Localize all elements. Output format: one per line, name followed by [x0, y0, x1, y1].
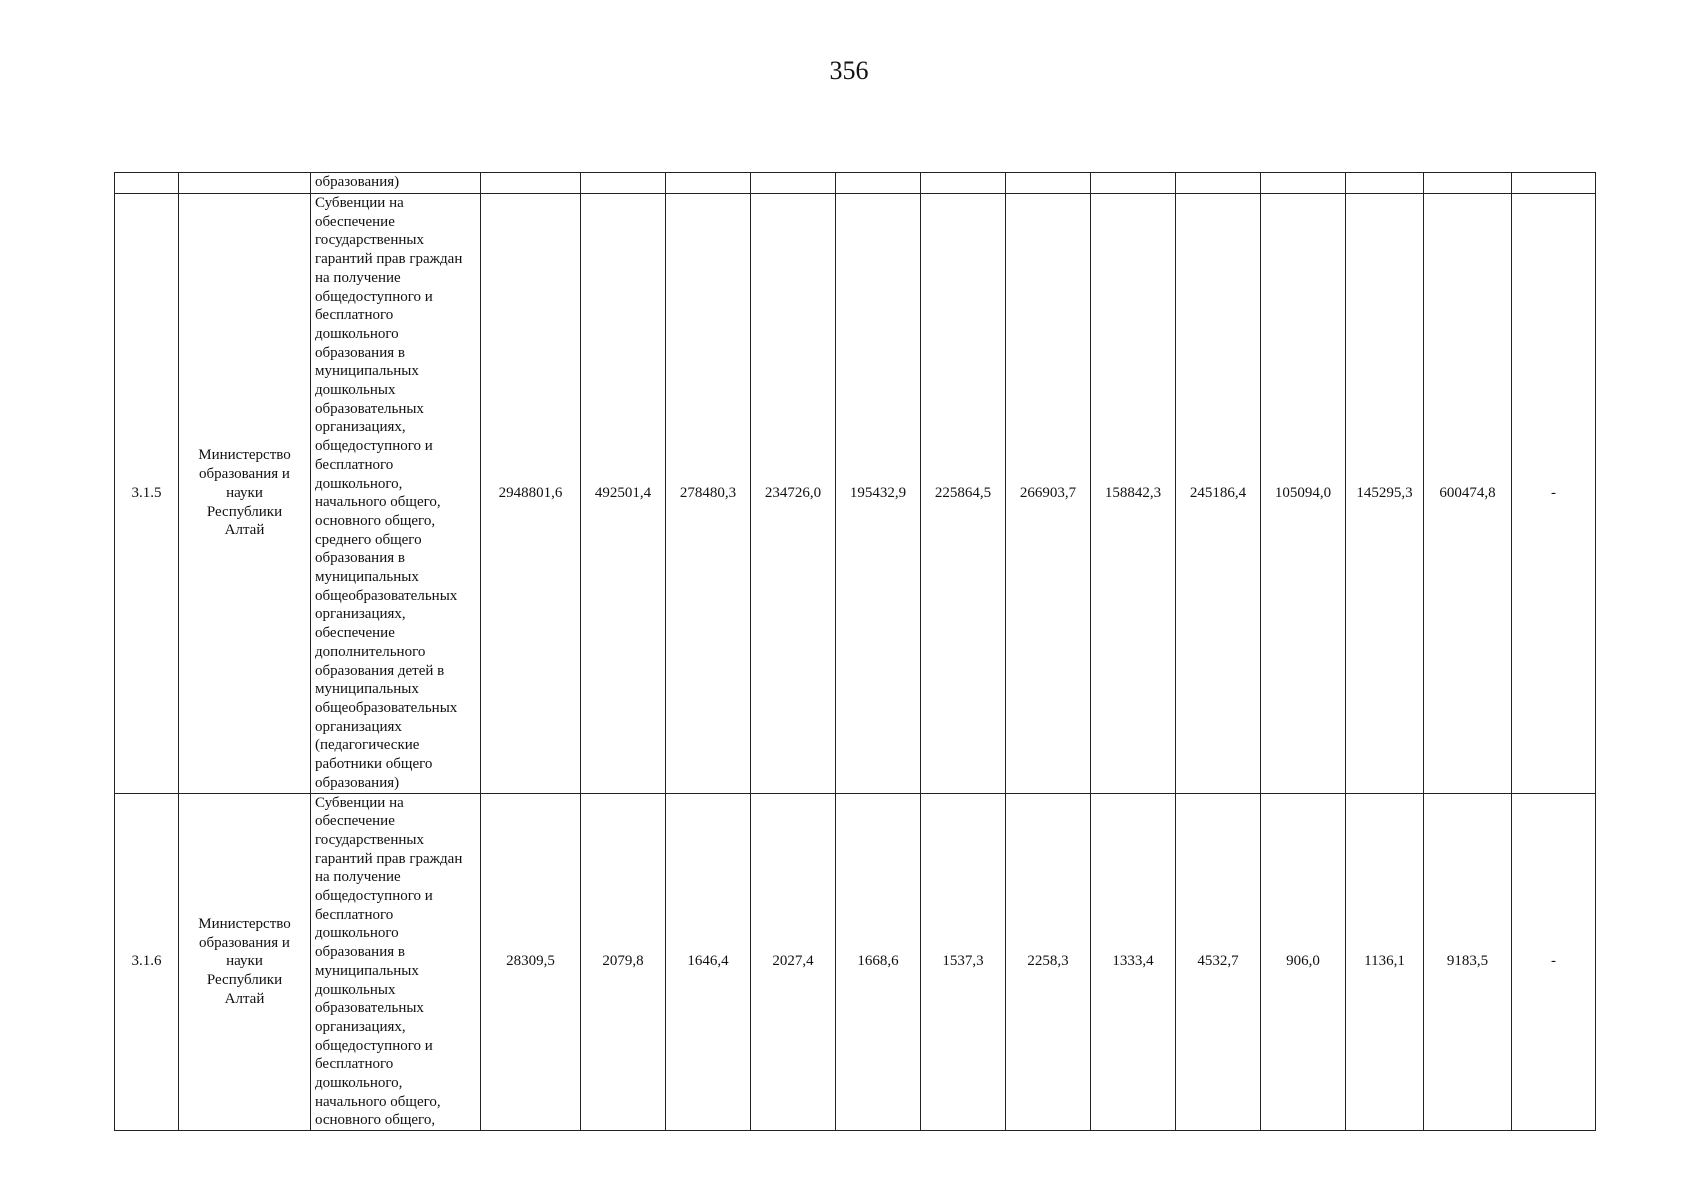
agency-line: Республики — [206, 972, 283, 989]
description-line: Субвенции на — [315, 794, 404, 811]
description-line: образовательных — [315, 400, 424, 417]
description-line: муниципальных — [315, 681, 419, 698]
description-line: дошкольных — [315, 382, 396, 399]
continuation-row — [115, 173, 1596, 194]
description-line: организациях, — [315, 1018, 406, 1035]
cell-description: образования) — [311, 173, 481, 194]
cell-agency — [179, 173, 311, 194]
description-line: образования в — [315, 550, 405, 567]
description-line: дошкольного — [315, 325, 399, 342]
description-line: обеспечение — [315, 813, 395, 830]
cell-value: 1646,4 — [666, 793, 751, 1131]
cell-value: 9183,5 — [1424, 793, 1512, 1131]
description-line: организациях — [315, 718, 402, 735]
cell-id — [115, 173, 179, 194]
description-line: государственных — [315, 232, 424, 249]
cell-value: 225864,5 — [921, 194, 1006, 794]
cell-value: 2258,3 — [1006, 793, 1091, 1131]
description-line: начального общего, — [315, 1093, 441, 1110]
description-line: работники общего — [315, 756, 433, 773]
agency-line: Алтай — [224, 522, 265, 539]
description-line: муниципальных — [315, 962, 419, 979]
cell-value: 1537,3 — [921, 793, 1006, 1131]
table-row — [115, 793, 1596, 1131]
cell-agency — [179, 793, 311, 1131]
description-line: общедоступного и — [315, 1037, 433, 1054]
cell-value: - — [1512, 793, 1596, 1131]
agency-line: Республики — [206, 503, 283, 520]
description-line: дошкольного — [315, 925, 399, 942]
description-line: организациях, — [315, 606, 406, 623]
agency-line: Министерство — [198, 916, 291, 933]
cell-value — [1512, 173, 1596, 194]
agency-line: Алтай — [224, 990, 265, 1007]
description-line: среднего общего — [315, 531, 422, 548]
agency-line: образования и — [199, 934, 290, 951]
description-line: образования в — [315, 344, 405, 361]
cell-value — [751, 173, 836, 194]
description-line: государственных — [315, 831, 424, 848]
agency-line: науки — [226, 484, 263, 501]
description-line: основного общего, — [315, 1112, 436, 1129]
cell-value: 2079,8 — [581, 793, 666, 1131]
cell-description — [311, 793, 481, 1131]
cell-value: 145295,3 — [1346, 194, 1424, 794]
cell-value — [921, 173, 1006, 194]
cell-value: 2027,4 — [751, 793, 836, 1131]
cell-id: 3.1.6 — [115, 793, 179, 1131]
cell-description — [311, 194, 481, 794]
description-line: гарантий прав граждан — [315, 850, 463, 867]
cell-value: 195432,9 — [836, 194, 921, 794]
description-line: бесплатного — [315, 456, 394, 473]
description-line: обеспечение — [315, 625, 395, 642]
budget-table — [114, 172, 1596, 1131]
description-line: основного общего, — [315, 512, 436, 529]
cell-value — [1424, 173, 1512, 194]
description-line: дополнительного — [315, 643, 426, 660]
cell-value: 234726,0 — [751, 194, 836, 794]
cell-value — [481, 173, 581, 194]
cell-value: 105094,0 — [1261, 194, 1346, 794]
cell-value: 1136,1 — [1346, 793, 1424, 1131]
cell-value — [1346, 173, 1424, 194]
description-line: Субвенции на — [315, 195, 404, 211]
description-line: дошкольных — [315, 981, 396, 998]
description-line: муниципальных — [315, 569, 419, 586]
description-line: общедоступного и — [315, 438, 433, 455]
cell-value — [1006, 173, 1091, 194]
description-line: бесплатного — [315, 906, 394, 923]
description-line: дошкольного, — [315, 475, 403, 492]
description-line: бесплатного — [315, 307, 394, 324]
description-line: начального общего, — [315, 494, 441, 511]
description-line: образования детей в — [315, 662, 445, 679]
description-line: общедоступного и — [315, 888, 433, 905]
cell-value — [1091, 173, 1176, 194]
cell-value: 492501,4 — [581, 194, 666, 794]
description-line: на получение — [315, 869, 401, 886]
description-line: образования в — [315, 944, 405, 961]
description-line: общеобразовательных — [315, 699, 458, 716]
cell-value: 28309,5 — [481, 793, 581, 1131]
agency-line: науки — [226, 953, 263, 970]
agency-line: образования и — [199, 466, 290, 483]
cell-id: 3.1.5 — [115, 194, 179, 794]
description-line: на получение — [315, 269, 401, 286]
cell-value — [836, 173, 921, 194]
cell-value — [666, 173, 751, 194]
agency-line: Министерство — [198, 447, 291, 464]
cell-value: 906,0 — [1261, 793, 1346, 1131]
description-line: бесплатного — [315, 1056, 394, 1073]
description-line: гарантий прав граждан — [315, 251, 463, 268]
cell-value: 158842,3 — [1091, 194, 1176, 794]
description-line: муниципальных — [315, 363, 419, 380]
description-line: образовательных — [315, 1000, 424, 1017]
cell-agency — [179, 194, 311, 794]
description-line: (педагогические — [315, 737, 420, 754]
cell-value: - — [1512, 194, 1596, 794]
description-line: обеспечение — [315, 213, 395, 230]
cell-value: 278480,3 — [666, 194, 751, 794]
cell-value: 266903,7 — [1006, 194, 1091, 794]
description-line: дошкольного, — [315, 1075, 403, 1092]
cell-value: 4532,7 — [1176, 793, 1261, 1131]
description-line: образования) — [315, 774, 400, 791]
description-line: организациях, — [315, 419, 406, 436]
cell-value — [581, 173, 666, 194]
description-line: общедоступного и — [315, 288, 433, 305]
cell-value — [1261, 173, 1346, 194]
cell-value: 600474,8 — [1424, 194, 1512, 794]
description-line: общеобразовательных — [315, 587, 458, 604]
page-number: 356 — [829, 56, 869, 85]
cell-value: 1333,4 — [1091, 793, 1176, 1131]
cell-value — [1176, 173, 1261, 194]
cell-value: 2948801,6 — [481, 194, 581, 794]
cell-value: 245186,4 — [1176, 194, 1261, 794]
cell-value: 1668,6 — [836, 793, 921, 1131]
table-row — [115, 194, 1596, 794]
